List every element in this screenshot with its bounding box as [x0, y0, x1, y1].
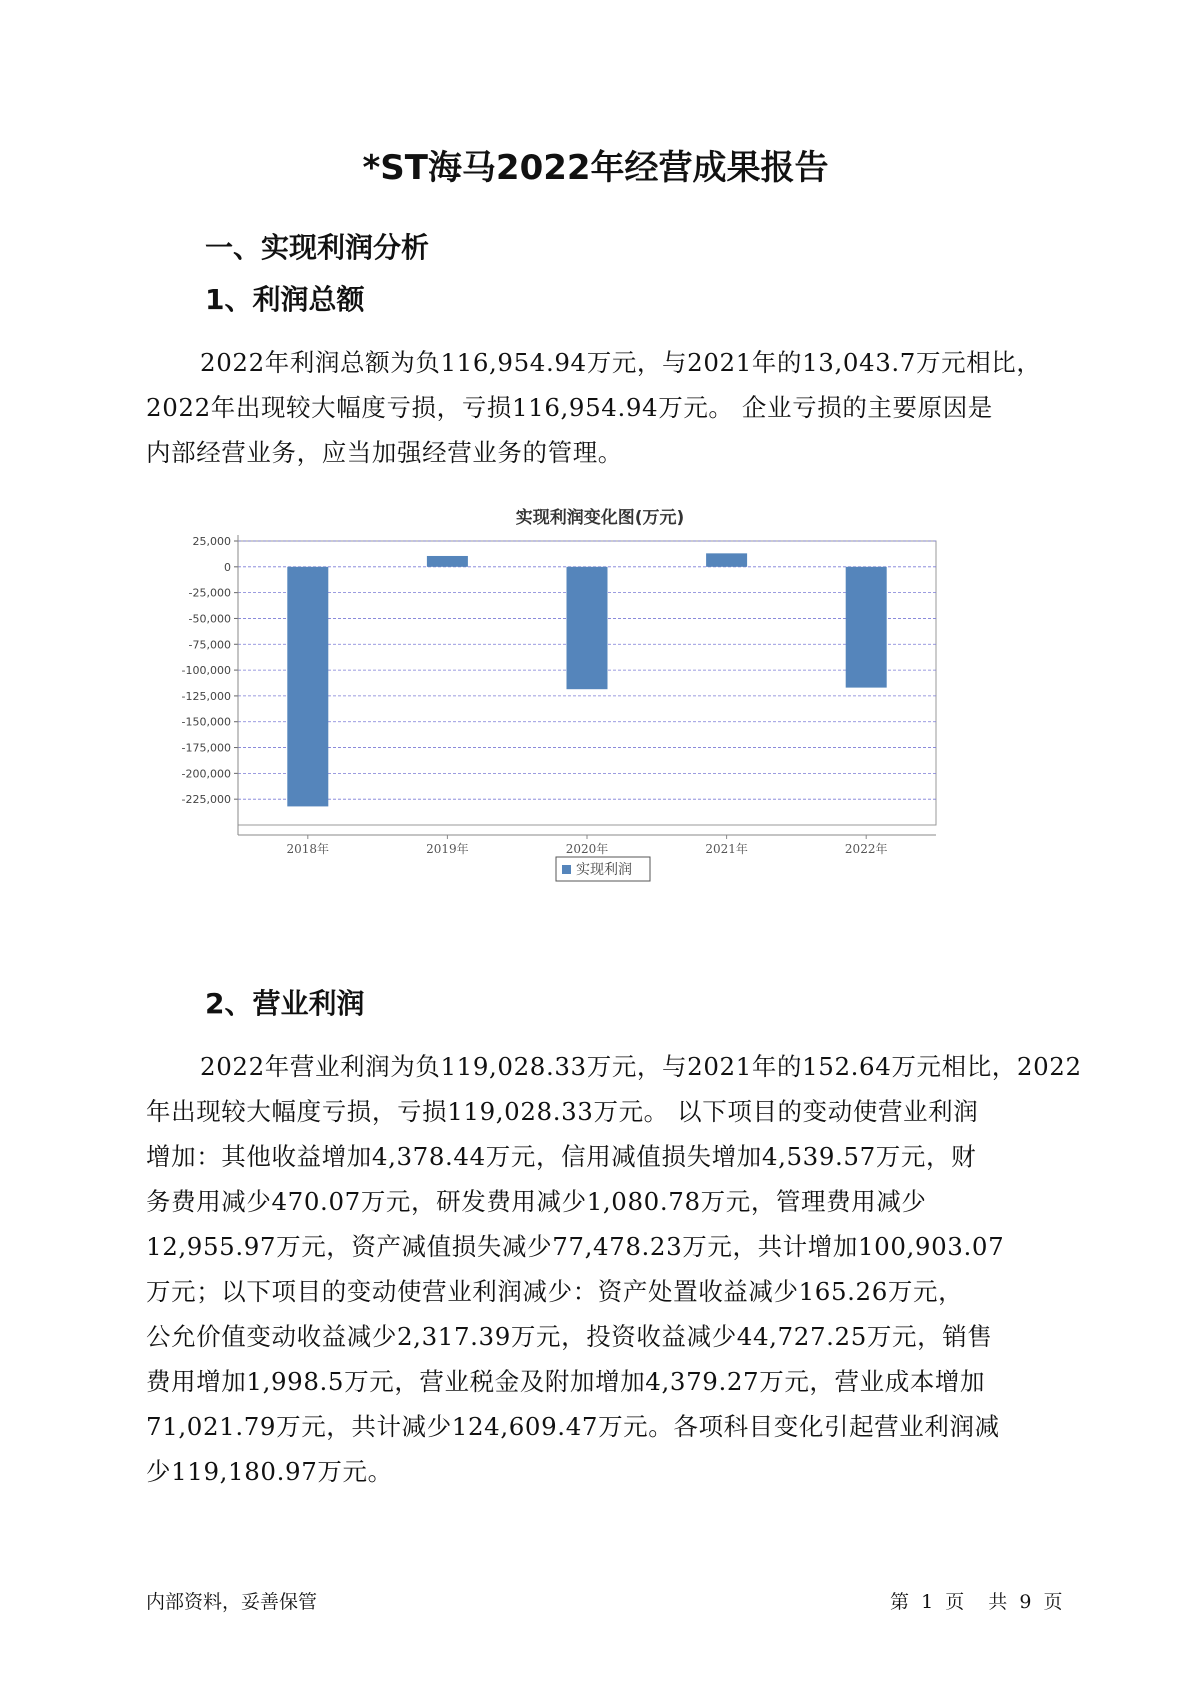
profit-bar-chart [160, 495, 960, 895]
x-tick-label: 2022年 [844, 842, 888, 856]
paragraph-line: 务费用减少470.07万元，研发费用减少1,080.78万元，管理费用减少 [146, 1187, 927, 1216]
x-tick-label: 2019年 [426, 842, 469, 856]
y-tick-label: -100,000 [181, 664, 231, 678]
page-label-prefix: 第 [890, 1591, 910, 1613]
paragraph-line: 2022年营业利润为负119,028.33万元，与2021年的152.64万元相比，2022 [200, 1052, 1082, 1081]
total-pages-number: 9 [1019, 1591, 1032, 1613]
footer-confidential-note: 内部资料，妥善保管 [146, 1591, 318, 1613]
paragraph-line: 内部经营业务，应当加强经营业务的管理。 [146, 438, 623, 467]
paragraph-line: 2022年利润总额为负116,954.94万元，与2021年的13,043.7万元相比， [200, 348, 1042, 377]
bar-2022年 [846, 567, 887, 688]
y-tick-label: -175,000 [181, 741, 231, 755]
paragraph-total-profit [146, 340, 1070, 475]
y-tick-label: -200,000 [181, 767, 231, 781]
chart-title: 实现利润变化图(万元) [515, 508, 685, 528]
bar-2020年 [567, 567, 608, 689]
paragraph-line: 增加：其他收益增加4,378.44万元，信用减值损失增加4,539.57万元，财 [146, 1142, 977, 1171]
y-tick-label: -125,000 [181, 689, 231, 703]
total-label-prefix: 共 [988, 1591, 1008, 1613]
y-tick-label: -225,000 [181, 793, 231, 807]
subsection-heading-operating-profit: 2、营业利润 [205, 987, 365, 1020]
bar-2021年 [706, 553, 747, 566]
paragraph-line: 万元；以下项目的变动使营业利润减少：资产处置收益减少165.26万元， [146, 1277, 964, 1306]
paragraph-operating-profit [146, 1044, 1082, 1494]
bar-2019年 [427, 556, 468, 567]
page-number: 1 [921, 1591, 934, 1613]
page-label-suffix: 页 [945, 1591, 965, 1613]
x-tick-label: 2018年 [286, 842, 330, 856]
paragraph-line: 71,021.79万元，共计减少124,609.47万元。各项科目变化引起营业利润减 [146, 1412, 1000, 1441]
y-tick-label: 0 [224, 560, 231, 574]
legend-swatch [562, 865, 571, 874]
paragraph-line: 年出现较大幅度亏损，亏损119,028.33万元。 以下项目的变动使营业利润 [146, 1097, 979, 1126]
bar-2018年 [287, 567, 328, 807]
x-tick-label: 2021年 [705, 842, 748, 856]
y-tick-label: -150,000 [181, 715, 231, 729]
total-label-suffix: 页 [1043, 1591, 1063, 1613]
y-tick-label: -50,000 [188, 612, 231, 626]
paragraph-line: 费用增加1,998.5万元，营业税金及附加增加4,379.27万元，营业成本增加 [146, 1367, 986, 1396]
x-tick-label: 2020年 [565, 842, 609, 856]
report-title: *ST海马2022年经营成果报告 [362, 148, 829, 188]
y-tick-label: -25,000 [188, 586, 231, 600]
footer-page-indicator [890, 1587, 1062, 1614]
legend-label: 实现利润 [576, 862, 632, 878]
paragraph-line: 公允价值变动收益减少2,317.39万元，投资收益减少44,727.25万元，销售 [146, 1322, 993, 1351]
y-tick-label: 25,000 [192, 535, 231, 548]
paragraph-line: 2022年出现较大幅度亏损，亏损116,954.94万元。 企业亏损的主要原因是 [146, 393, 993, 422]
y-tick-label: -75,000 [188, 638, 231, 652]
subsection-heading-total-profit: 1、利润总额 [205, 283, 365, 316]
paragraph-line: 少119,180.97万元。 [146, 1457, 393, 1486]
section-heading-profit-analysis: 一、实现利润分析 [205, 231, 430, 264]
paragraph-line: 12,955.97万元，资产减值损失减少77,478.23万元，共计增加100,903.07 [146, 1232, 1005, 1261]
